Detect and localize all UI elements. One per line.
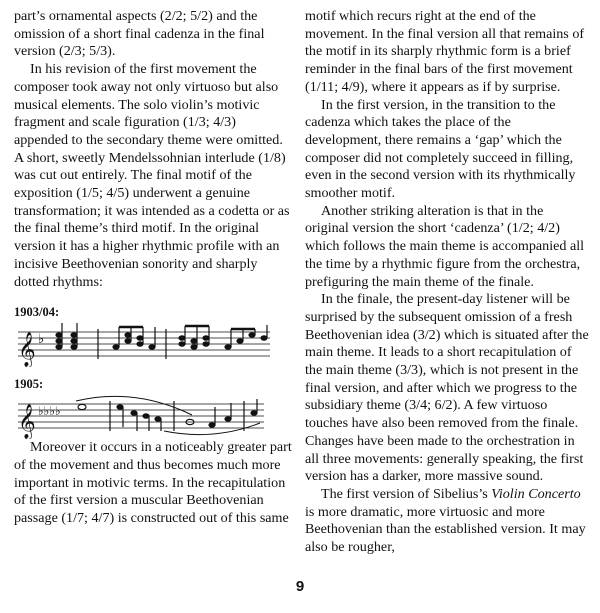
paragraph: In the finale, the present-day listener will be surprised by the subsequent omission of a fresh Beethovenian idea (3/2) which is situated after the main theme. It leads to a short recapitulation of the main theme (3/3), which is not present in the final version, and after which we progress to the subsidiary theme (3/4; 6/2). A few virtuoso touches have also been removed from the finale. Changes have been made to the orchestration in all three movements: generally speaking, the first version has a darker, more massive sound.	[305, 291, 589, 485]
page-number: 9	[295, 578, 305, 595]
paragraph: In the first version, in the transition to the cadenza which takes the place of the development, there remains a ‘gap’ which the composer did not completely succeed in filling, even in the second version with its rhythmically smoother motif.	[305, 96, 576, 202]
music-example-1903-staff	[14, 321, 274, 367]
left-column	[14, 8, 292, 528]
text-run: The first version of Sibelius’s	[321, 485, 492, 502]
paragraph: Another striking alteration is that in the original version the short ‘cadenza’ (1/2; 4/2) which follows the main theme is accompanied all the time by a rhythmic figure from the orchestra, prefiguring the main theme of the finale.	[305, 202, 585, 290]
svg-text:♭: ♭	[38, 332, 45, 348]
music-example-1905-staff	[14, 393, 274, 439]
text-run: is more dramatic, more virtuosic and more Beethovenian than the established version. It may also be rougher,	[305, 503, 586, 556]
svg-text:𝄞: 𝄞	[18, 332, 36, 368]
svg-text:♭♭♭♭: ♭♭♭♭	[38, 404, 61, 419]
music-example-label: 1905:	[14, 377, 44, 392]
paragraph: In his revision of the first movement the composer took away not only virtuoso but also musical elements. The solo violin’s motivic fragment and scale figuration (1/3; 4/3) appended to the secondary theme were omitted. A short, sweetly Mendelssohnian interlude (1/8) was cut out entirely. The final motif of the exposition (1/5; 4/5) underwent a genuine transformation; it was intended as a codetta or as the final theme’s third motif. In the original version it has a higher rhythmic profile with an incisive Beethovenian sonority and sharply dotted rhythms:	[14, 61, 290, 290]
paragraph: Moreover it occurs in a noticeably greater part of the movement and thus becomes much more important in motivic terms. In the recapitulation of the first version a muscular Beethovenian passage (1/7; 4/7) is constructed out of this same	[14, 439, 292, 527]
paragraph: part’s ornamental aspects (2/2; 5/2) and the omission of a short final cadenza in the final version (2/3; 5/3).	[14, 8, 265, 60]
paragraph	[305, 486, 589, 557]
paragraph: motif which recurs right at the end of the movement. In the final version all that remains of the motif in its sharply rhythmic form is a brief reminder in the final bars of the first movement (1/11; 4/9), where it appears as if by surprise.	[305, 8, 585, 95]
music-example-label: 1903/04:	[14, 305, 60, 320]
svg-text:𝄞: 𝄞	[18, 404, 36, 440]
right-column	[305, 8, 589, 557]
work-title: Violin Concerto	[491, 485, 581, 502]
